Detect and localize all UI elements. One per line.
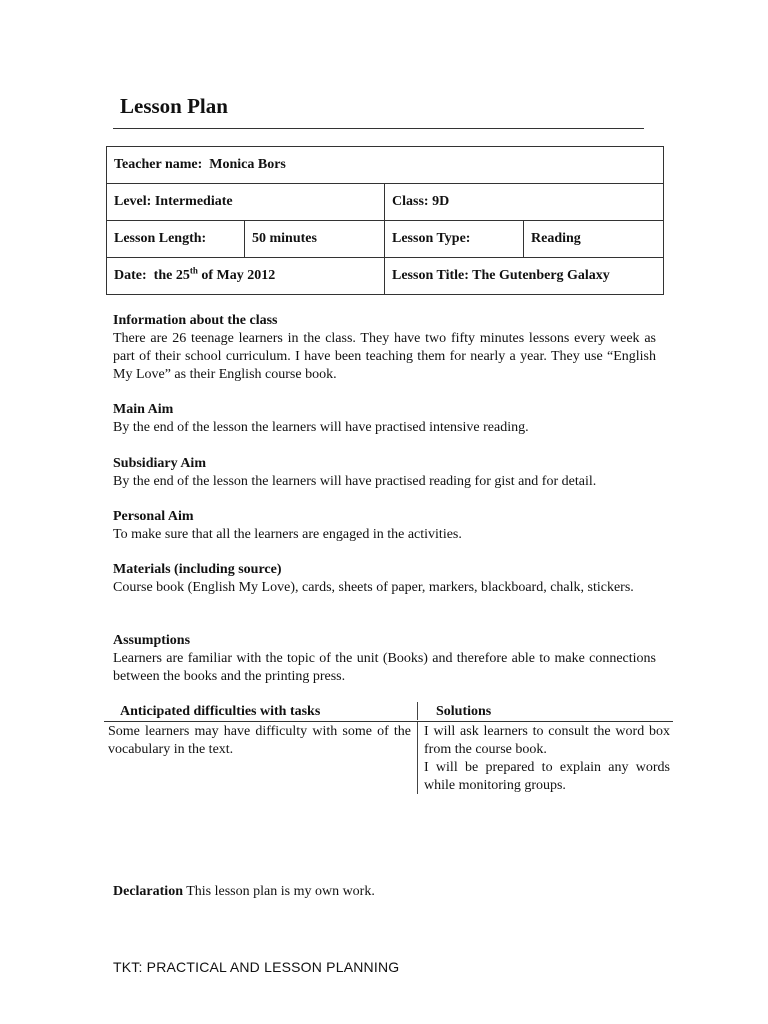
- column-divider: [417, 702, 418, 720]
- class-value: 9D: [432, 194, 450, 209]
- date-label: Date:: [114, 268, 147, 283]
- solution-text-1: I will ask learners to consult the word box from the course book.: [424, 724, 670, 757]
- date-post: of May 2012: [197, 268, 276, 283]
- section-text: There are 26 teenage learners in the class. They have two fifty minutes lessons every week as part of their school curriculum. I have been teaching them for nearly a year. They use “English My Love” as their English course book.: [113, 331, 656, 382]
- lesson-info-table: [106, 146, 664, 295]
- level-value: Intermediate: [154, 194, 233, 209]
- level-row: [107, 184, 664, 221]
- length-type-row: [107, 221, 664, 258]
- teacher-row: [107, 147, 664, 184]
- solution-text-2: I will be prepared to explain any words while monitoring groups.: [424, 760, 670, 793]
- title-divider: [113, 128, 644, 129]
- section-subsidiary-aim: [113, 455, 656, 491]
- section-text: By the end of the lesson the learners will have practised intensive reading.: [113, 420, 529, 435]
- section-heading: Main Aim: [113, 402, 174, 417]
- section-assumptions: [113, 632, 656, 686]
- lesson-title-value: The Gutenberg Galaxy: [472, 268, 610, 283]
- teacher-value: Monica Bors: [209, 157, 286, 172]
- date-pre: the 25: [153, 268, 190, 283]
- date-title-row: [107, 258, 664, 295]
- section-heading: Assumptions: [113, 633, 191, 648]
- solution-cell: [424, 723, 670, 795]
- declaration-text: This lesson plan is my own work.: [182, 884, 375, 899]
- section-main-aim: [113, 401, 656, 437]
- section-class-info: [113, 312, 656, 384]
- section-personal-aim: [113, 508, 656, 544]
- type-label-cell: Lesson Type:: [385, 221, 524, 258]
- lesson-title-label: Lesson Title:: [392, 268, 469, 283]
- declaration-label: Declaration: [113, 884, 183, 899]
- section-text: By the end of the lesson the learners will have practised reading for gist and for detail.: [113, 474, 597, 489]
- difficulties-table: [104, 702, 673, 793]
- level-label: Level:: [114, 194, 152, 209]
- difficulties-header: Anticipated difficulties with tasks: [120, 704, 321, 719]
- section-text: To make sure that all the learners are engaged in the activities.: [113, 527, 462, 542]
- length-value-cell: 50 minutes: [245, 221, 385, 258]
- section-text: Course book (English My Love), cards, sheets of paper, markers, blackboard, chalk, stickers.: [113, 580, 634, 595]
- teacher-label: Teacher name:: [114, 157, 203, 172]
- header-rule: [104, 721, 673, 722]
- date-cell: [107, 258, 385, 295]
- type-value-cell: Reading: [524, 221, 664, 258]
- section-heading: Information about the class: [113, 313, 278, 328]
- section-text: Learners are familiar with the topic of the unit (Books) and therefore able to make connections between the books and the printing press.: [113, 651, 656, 684]
- solutions-header: Solutions: [436, 704, 492, 719]
- page-footer: TKT: PRACTICAL AND LESSON PLANNING: [113, 959, 400, 975]
- level-cell: [107, 184, 385, 221]
- date-value: [153, 265, 276, 283]
- page-title: Lesson Plan: [120, 94, 228, 118]
- difficulties-header-row: [104, 702, 673, 720]
- difficulty-text: Some learners may have difficulty with some of the vocabulary in the text.: [108, 724, 411, 757]
- column-divider: [417, 722, 418, 794]
- section-heading: Materials (including source): [113, 562, 282, 577]
- section-materials: [113, 561, 656, 597]
- lesson-title-cell: [385, 258, 664, 295]
- teacher-cell: [107, 147, 664, 184]
- section-heading: Personal Aim: [113, 509, 194, 524]
- length-label-cell: Lesson Length:: [107, 221, 245, 258]
- section-heading: Subsidiary Aim: [113, 456, 206, 471]
- class-cell: [385, 184, 664, 221]
- declaration: [113, 884, 375, 900]
- date-sup: th: [189, 265, 198, 276]
- class-label: Class:: [392, 194, 429, 209]
